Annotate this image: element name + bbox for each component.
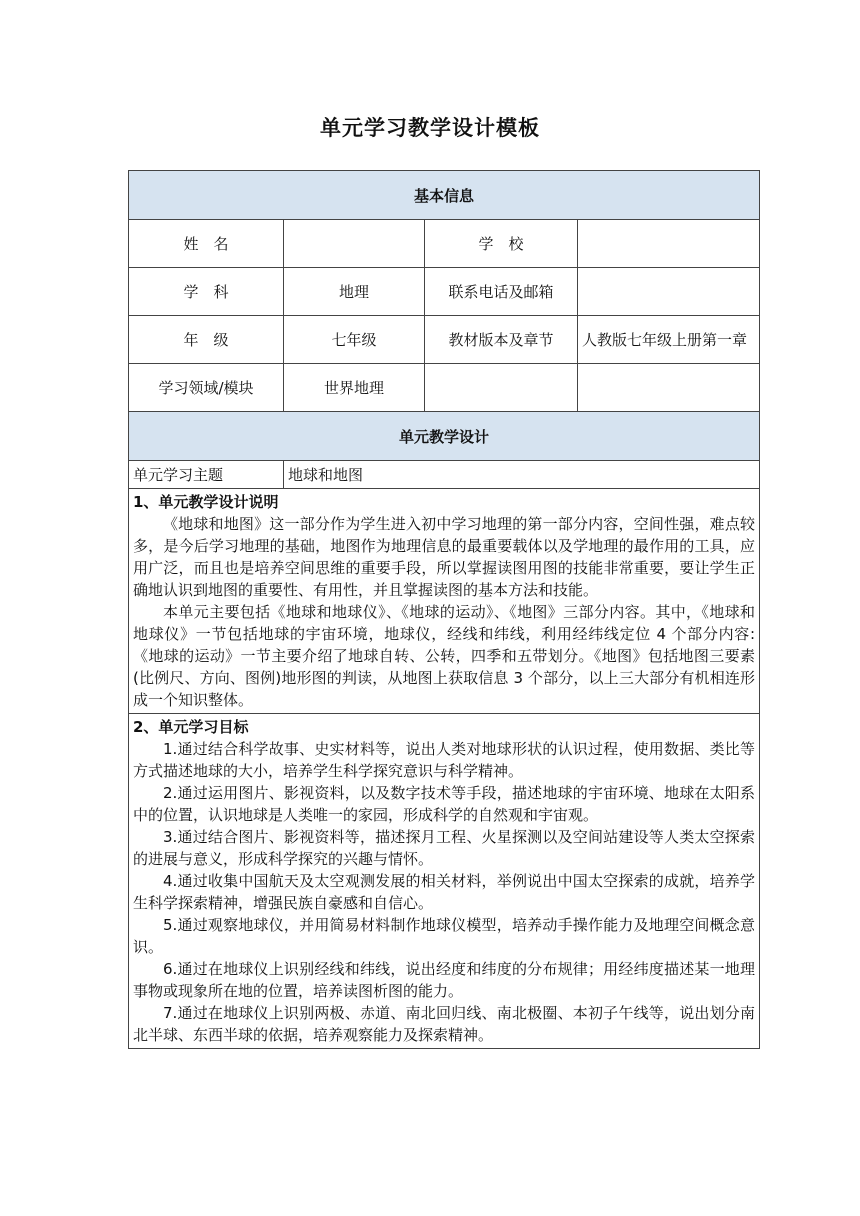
- name-value[interactable]: [284, 220, 425, 268]
- learning-goals-section: [129, 714, 760, 1049]
- subject-value[interactable]: 地理: [284, 268, 425, 316]
- name-label: 姓 名: [129, 220, 284, 268]
- textbook-value[interactable]: 人教版七年级上册第一章: [578, 316, 760, 364]
- empty-cell: [578, 364, 760, 412]
- school-label: 学 校: [425, 220, 578, 268]
- empty-cell: [425, 364, 578, 412]
- grade-value[interactable]: 七年级: [284, 316, 425, 364]
- goal-item: 5.通过观察地球仪，并用简易材料制作地球仪模型，培养动手操作能力及地理空间概念意识。: [133, 916, 756, 956]
- design-description-section: [129, 489, 760, 714]
- section-heading: 2、单元学习目标: [133, 718, 249, 736]
- section-heading: 1、单元教学设计说明: [133, 493, 279, 511]
- paragraph: 本单元主要包括《地球和地球仪》、《地球的运动》、《地图》三部分内容。其中，《地球和地球仪》一节包括地球的宇宙环境，地球仪，经线和纬线，利用经纬线定位 4 个部分内容:《地球的运动》一节主要介绍了地球自转、公转，四季和五带划分。《地图》包括地图三要素(比例尺、方向、图例)地形图的判读，从地图上获取信息 3 个部分，以上三大部分有机相连形成一个知识整体。: [133, 603, 756, 709]
- goal-item: 2.通过运用图片、影视资料，以及数字技术等手段，描述地球的宇宙环境、地球在太阳系中的位置，认识地球是人类唯一的家园，形成科学的自然观和宇宙观。: [133, 784, 756, 824]
- grade-label: 年 级: [129, 316, 284, 364]
- contact-value[interactable]: [578, 268, 760, 316]
- goal-item: 6.通过在地球仪上识别经线和纬线，说出经度和纬度的分布规律；用经纬度描述某一地理事物或现象所在地的位置，培养读图析图的能力。: [133, 960, 756, 1000]
- goal-item: 4.通过收集中国航天及太空观测发展的相关材料，举例说出中国太空探索的成就，培养学生科学探索精神，增强民族自豪感和自信心。: [133, 872, 756, 912]
- contact-label: 联系电话及邮箱: [425, 268, 578, 316]
- basic-info-header: 基本信息: [129, 171, 760, 220]
- goal-item: 3.通过结合图片、影视资料等，描述探月工程、火星探测以及空间站建设等人类太空探索的进展与意义，形成科学探究的兴趣与情怀。: [133, 828, 756, 868]
- page-title: 单元学习教学设计模板: [320, 116, 540, 140]
- goal-item: 1.通过结合科学故事、史实材料等，说出人类对地球形状的认识过程，使用数据、类比等方式描述地球的大小，培养学生科学探究意识与科学精神。: [133, 740, 756, 780]
- goal-item: 7.通过在地球仪上识别两极、赤道、南北回归线、南北极圈、本初子午线等，说出划分南北半球、东西半球的依据，培养观察能力及探索精神。: [133, 1004, 756, 1044]
- design-template-table: [128, 170, 760, 1049]
- subject-label: 学 科: [129, 268, 284, 316]
- domain-label: 学习领域/模块: [129, 364, 284, 412]
- school-value[interactable]: [578, 220, 760, 268]
- paragraph: 《地球和地图》这一部分作为学生进入初中学习地理的第一部分内容，空间性强，难点较多，是今后学习地理的基础，地图作为地理信息的最重要载体以及学地理的最作用的工具，应用广泛，而且也是培养空间思维的重要手段，所以掌握读图用图的技能非常重要，要让学生正确地认识到地图的重要性、有用性，并且掌握读图的基本方法和技能。: [133, 515, 756, 599]
- domain-value[interactable]: 世界地理: [284, 364, 425, 412]
- topic-value[interactable]: 地球和地图: [284, 461, 760, 489]
- topic-label: 单元学习主题: [129, 461, 284, 489]
- unit-design-header: 单元教学设计: [129, 412, 760, 461]
- textbook-label: 教材版本及章节: [425, 316, 578, 364]
